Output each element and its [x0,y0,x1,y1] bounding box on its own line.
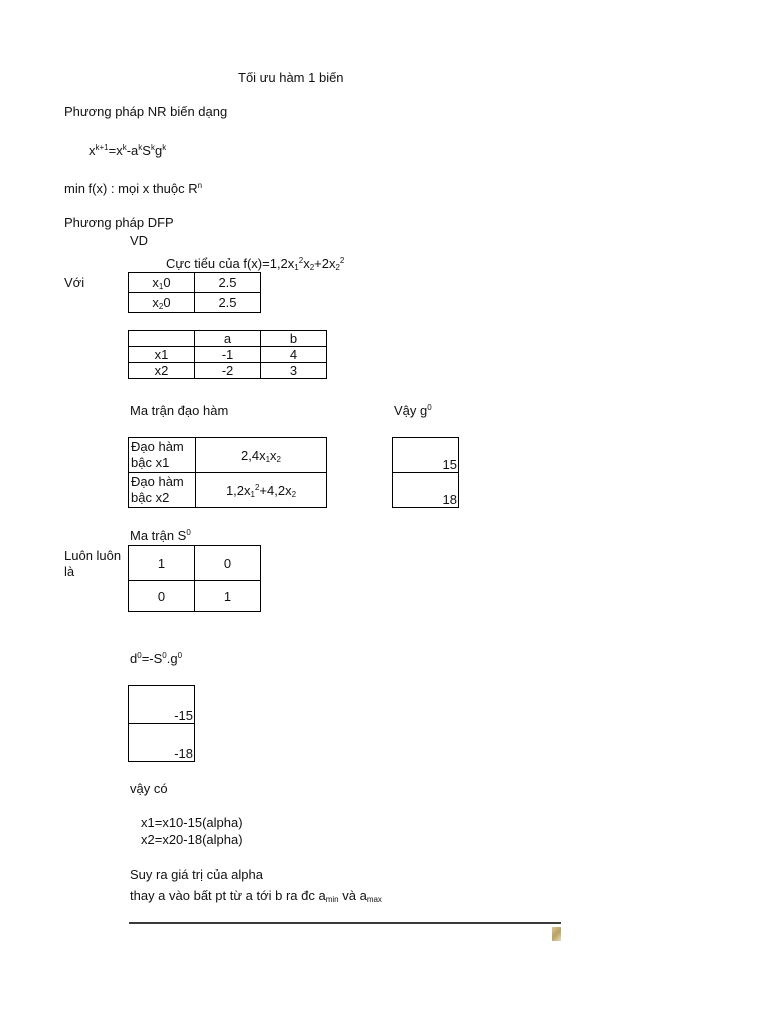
derivative-table [128,437,327,508]
value-cell: 2.5 [195,293,261,313]
page-corner-mark [552,927,561,941]
page-title: Tối ưu hàm 1 biến [238,70,344,85]
var-cell: $x_20$ [129,293,195,313]
method-dfp-heading: Phương pháp DFP [64,215,174,230]
table-cell: x2 [129,363,195,379]
derivative-expr: $1,2x_1^2+4,2x_2$ [196,473,327,508]
method-nr-heading: Phương pháp NR biến dạng [64,104,228,119]
s0-matrix [128,545,261,612]
update-formula: $x^{k+1}=x^k-a^kS^kg^k$ [89,143,167,158]
equation-x1: x1=x10-15(alpha) [141,815,243,830]
table-row [129,724,195,762]
value-cell: 2.5 [195,273,261,293]
g0-vector [392,437,459,508]
vector-cell: -15 [129,686,195,724]
vector-cell: -18 [129,724,195,762]
with-label: Với [64,275,85,290]
matrix-cell: 1 [195,581,261,612]
table-row [129,438,327,473]
so-we-have: vậy có [130,781,168,796]
min-statement: min f(x) : mọi x thuộc $R^n$ [64,181,203,196]
example-label: VD [130,233,149,248]
header-cell [129,331,195,347]
table-row [129,473,327,508]
vector-cell: 15 [393,438,459,473]
table-cell: 4 [261,347,327,363]
row-label: Đạo hàm bậc x2 [129,473,196,508]
bounds-table [128,330,327,379]
table-row [129,581,261,612]
initial-point-table [128,272,261,313]
header-cell: a [195,331,261,347]
always-label: Luôn luôn là [64,548,122,579]
table-row [393,438,459,473]
table-row [129,363,327,379]
matrix-cell: 0 [195,546,261,581]
g0-heading: Vậy $g^0$ [394,403,432,418]
table-cell: x1 [129,347,195,363]
matrix-cell: 1 [129,546,195,581]
d0-vector [128,685,195,762]
table-cell: -2 [195,363,261,379]
problem-statement: Cực tiểu của $f(x)=1,2x_1^2x_2+2x_2^2$ [166,256,345,272]
var-cell: $x_10$ [129,273,195,293]
equation-x2: x2=x20-18(alpha) [141,832,243,847]
table-row [129,293,261,313]
table-row [393,473,459,508]
s0-heading: Ma trận $S^0$ [130,528,191,543]
table-row [129,686,195,724]
table-cell: -1 [195,347,261,363]
row-label: Đạo hàm bậc x1 [129,438,196,473]
table-row [129,546,261,581]
vector-cell: 18 [393,473,459,508]
d0-formula: $d^0=-S^0.g^0$ [130,651,183,666]
page-divider [129,922,561,924]
header-cell: b [261,331,327,347]
derivative-matrix-heading: Ma trận đạo hàm [130,403,229,418]
table-header-row [129,331,327,347]
table-row [129,273,261,293]
substitute-instruction: thay a vào bất pt từ a tới b ra đc $a_{min}$ và $a_{max}$ [130,888,382,904]
table-row [129,347,327,363]
table-cell: 3 [261,363,327,379]
derivative-expr: $2,4x_1x_2$ [196,438,327,473]
matrix-cell: 0 [129,581,195,612]
alpha-conclusion: Suy ra giá trị của alpha [130,867,263,882]
